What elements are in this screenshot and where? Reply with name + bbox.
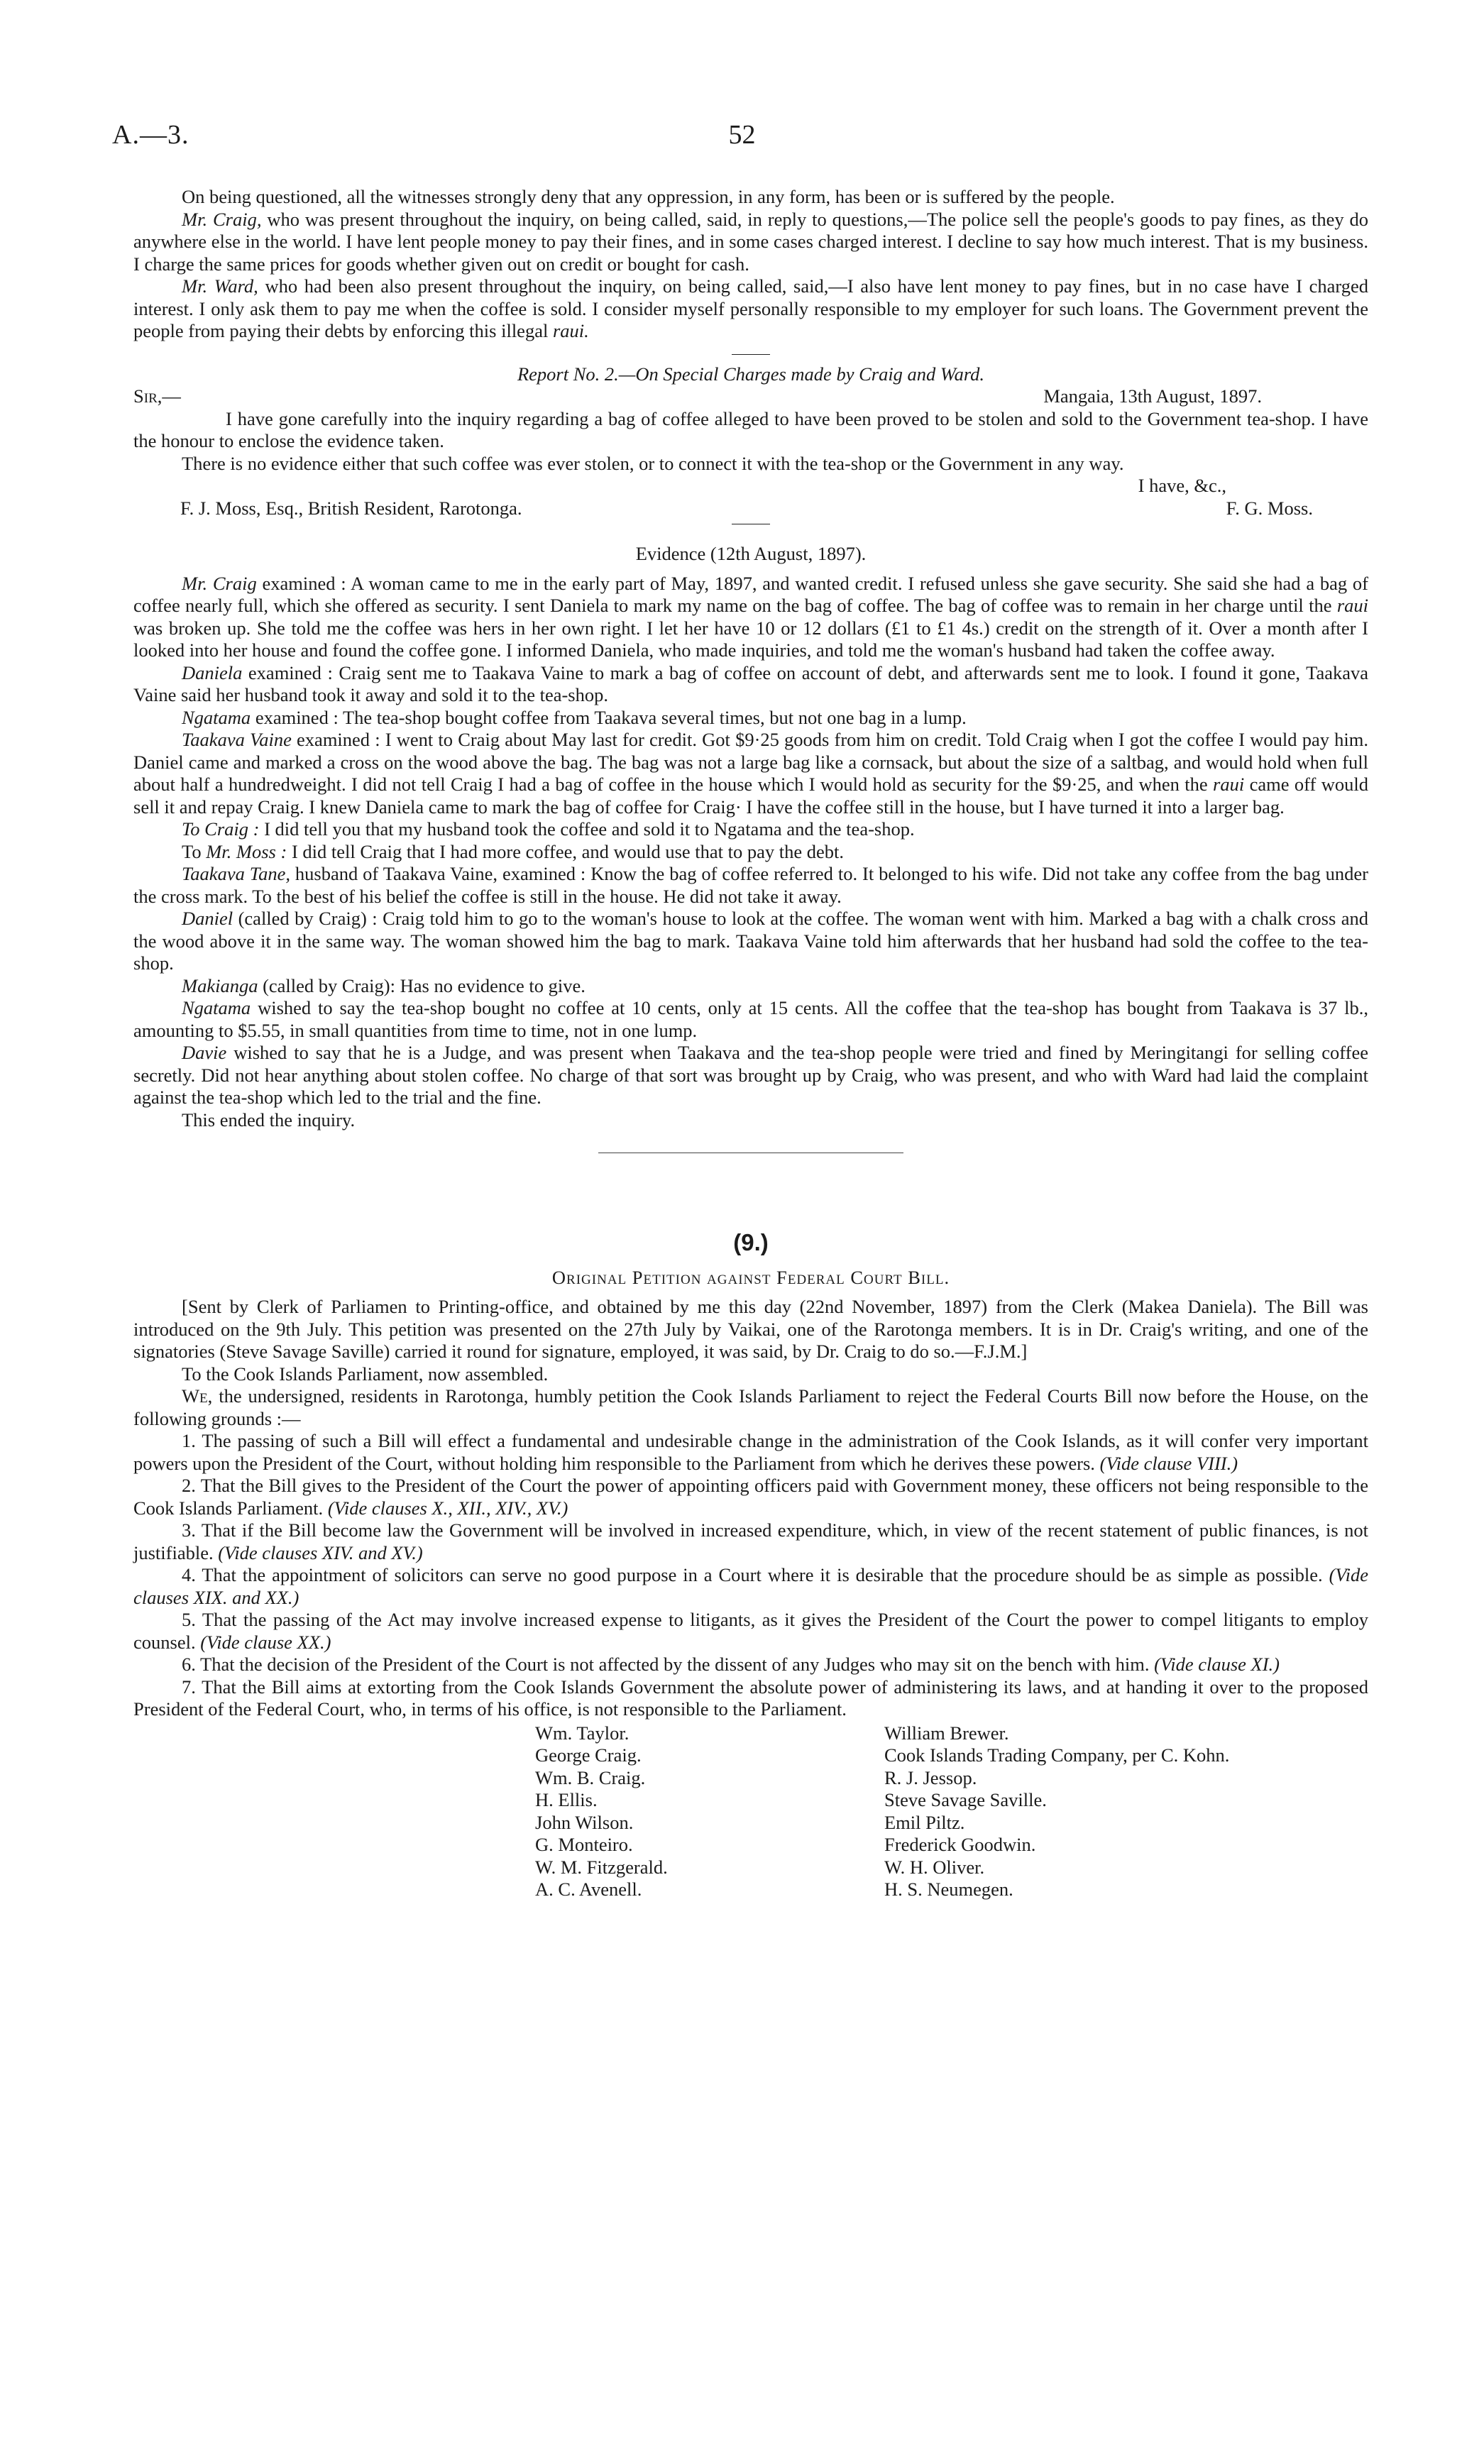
ground-text: 6. That the decision of the President of the Court is not affected by the dissent of any Judges who may sit on the bench with him. (182, 1654, 1155, 1675)
term-raui: raui (1336, 595, 1368, 616)
report-salutation-row (133, 385, 1368, 408)
evidence-daniel (133, 908, 1368, 975)
signatory: Wm. Taylor. (535, 1722, 630, 1744)
petition-ground-6 (133, 1654, 1368, 1676)
report-closing-row (133, 475, 1368, 497)
ground-text: 4. That the appointment of solicitors can serve no good purpose in a Court where it is desirable that the procedure should be as simple as possible. (182, 1564, 1329, 1585)
testimony-text: husband of Taakava Vaine, examined : Know the bag of coffee referred to. It belonged to his wife. Did not take any coffee from the bag under the cross mark. To the best of his belief the coffee is still in the house. He did not take it away. (133, 863, 1368, 907)
intro-paragraph-2 (133, 209, 1368, 276)
signatory: John Wilson. (535, 1811, 634, 1833)
testimony-text: examined : Craig sent me to Taakava Vaine to mark a bag of coffee on account of debt, and afterwards sent me to look. I found it gone, Taakava Vaine said her husband took it away and sold it to the tea-shop. (133, 661, 1368, 705)
ground-reference: (Vide clause XX.) (200, 1631, 331, 1653)
petition-note: [Sent by Clerk of Parliamen to Printing-office, and obtained by me this day (22nd November, 1897) from the Clerk (Makea Daniela). The Bill was introduced on the 9th July. This petition was presented on the 27th July by Vaikai, one of the Rarotonga members. It is in Dr. Craig's writing, and one of the signatories (Steve Savage Saville) carried it round for signature, employed, it was said, by Dr. Craig to do so.—F.J.M.] (133, 1296, 1368, 1362)
report-signature-row (133, 497, 1368, 520)
evidence-ended: This ended the inquiry. (182, 1109, 356, 1131)
testimony-text: examined : The tea-shop bought coffee from Taakava several times, but not one bag in a lump. (251, 706, 967, 728)
testimony-text: I did tell you that my husband took the coffee and sold it to Ngatama and the tea-shop. (259, 818, 915, 840)
ground-text: 3. That if the Bill become law the Government will be involved in increased expenditure, which, in view of the recent statement of public finances, is not justifiable. (133, 1519, 1368, 1563)
paragraph-text: who was present throughout the inquiry, on being called, said, in reply to questions,—The police sell the people's goods to pay fines, as they do anywhere else in the world. I have lent people money to pay their fines, and in some cases charged interest. I decline to say how much interest. That is my business. I charge the same prices for goods whether given out on credit or bought for cash. (133, 208, 1368, 275)
petition-ground-2 (133, 1475, 1368, 1519)
signatory: H. S. Neumegen. (884, 1879, 1013, 1900)
addressee-label: To Craig : (182, 818, 260, 840)
evidence-makianga (133, 975, 1368, 998)
report-closing: I have, &c., (1138, 475, 1226, 496)
petition-we: We, (182, 1385, 213, 1407)
term-raui: raui. (552, 320, 589, 341)
signatory: G. Monteiro. (535, 1834, 633, 1855)
page-number: 52 (728, 120, 756, 150)
testimony-text: came off would sell it and repay Craig. I knew Daniela came to mark the bag of coffee for Craig· I have the coffee still in the house, but I have turned it into a larger bag. (133, 774, 1368, 818)
divider (732, 354, 770, 355)
signatory: Frederick Goodwin. (884, 1834, 1036, 1855)
evidence-ngatama (133, 707, 1368, 730)
ground-reference: (Vide clause VIII.) (1099, 1452, 1238, 1474)
report-addressee: F. J. Moss, Esq., British Resident, Rarotonga. (180, 497, 522, 519)
evidence-davie (133, 1042, 1368, 1109)
witness-name: Taakava Tane, (182, 863, 290, 884)
ground-text: 5. That the passing of the Act may involve increased expense to litigants, as it gives the President of the Court the power to compel litigants to employ counsel. (133, 1609, 1368, 1653)
addressee-label: Mr. Moss : (206, 840, 287, 862)
signatory: W. H. Oliver. (884, 1856, 985, 1878)
signatory: H. Ellis. (535, 1789, 598, 1810)
section-title: Original Petition against Federal Court Bill. (551, 1266, 950, 1288)
section-number: (9.) (733, 1229, 769, 1255)
ground-reference: (Vide clauses XIX. and XX.) (133, 1564, 1368, 1608)
signatory: Emil Piltz. (884, 1811, 965, 1833)
witness-name: Davie (182, 1042, 227, 1063)
speaker-name: Mr. Ward, (182, 275, 258, 297)
evidence-to-moss (133, 841, 1368, 864)
term-raui: raui (1213, 774, 1245, 795)
report-title: Report No. 2.—On Special Charges made by Craig and Ward. (517, 363, 985, 385)
intro-paragraph-1: On being questioned, all the witnesses strongly deny that any oppression, in any form, has been or is suffered by the people. (182, 186, 1115, 207)
document-reference: A.—3. (112, 120, 189, 150)
petition-ground-1 (133, 1430, 1368, 1475)
witness-name: Daniel (182, 908, 233, 929)
testimony-text: wished to say the tea-shop bought no coffee at 10 cents, only at 15 cents. All the coffee that the tea-shop has bought from Taakava is 37 lb., amounting to $5.55, in small quantities from time to time, not in one lump. (133, 997, 1368, 1041)
witness-name: Daniela (182, 661, 243, 683)
intro-paragraph-3 (133, 275, 1368, 343)
report-paragraph-2: There is no evidence either that such coffee was ever stolen, or to connect it with the tea-shop or the Government in any way. (182, 452, 1124, 474)
evidence-craig (133, 573, 1368, 662)
report-paragraph-1: I have gone carefully into the inquiry regarding a bag of coffee alleged to have been proved to be stolen and sold to the Government tea-shop. I have the honour to enclose the evidence taken. (133, 407, 1368, 451)
petition-opening (133, 1385, 1368, 1430)
ground-text: 7. That the Bill aims at extorting from the Cook Islands Government the absolute power of administering its laws, and at handing it over to the proposed President of the Federal Court, who, in terms of his office, is not responsible to the Parliament. (133, 1676, 1368, 1720)
evidence-to-craig (133, 818, 1368, 841)
testimony-text: (called by Craig) : Craig told him to go to the woman's house to look at the coffee. The woman went with him. Marked a bag with a chalk cross and the wood above it in the same way. The woman showed him the bag to mark. Taakava Vaine told him afterwards that her husband had sold the coffee to the tea-shop. (133, 908, 1368, 974)
witness-name: Ngatama (182, 706, 251, 728)
testimony-text: I did tell Craig that I had more coffee, and would use that to pay the debt. (287, 840, 845, 862)
witness-name: Mr. Craig (182, 572, 257, 594)
ground-text: 1. The passing of such a Bill will effect a fundamental and undesirable change in the administration of the Cook Islands, as it will confer very important powers upon the President of the Court, without holding him responsible to the Parliament from which he derives these powers. (133, 1430, 1368, 1474)
petition-ground-5 (133, 1609, 1368, 1654)
petition-ground-7 (133, 1676, 1368, 1721)
witness-name: Taakava Vaine (182, 729, 292, 750)
petition-ground-3 (133, 1519, 1368, 1564)
signatory: A. C. Avenell. (535, 1879, 642, 1900)
signatory: R. J. Jessop. (884, 1766, 977, 1788)
signatories-right-column (884, 1722, 1229, 1901)
testimony-text: wished to say that he is a Judge, and was present when Taakava and the tea-shop people were tried and fined by Meringitangi for selling coffee secretly. Did not hear anything about stolen coffee. No charge of that sort was brought up by Craig, who was present, and who with Ward had laid the complaint against the tea-shop which led to the trial and the fine. (133, 1042, 1368, 1108)
ground-reference: (Vide clauses XIV. and XV.) (218, 1541, 423, 1563)
report-place-date: Mangaia, 13th August, 1897. (1043, 385, 1262, 407)
signatories-left-column (535, 1722, 884, 1901)
signatory: William Brewer. (884, 1722, 1009, 1744)
signatory: Cook Islands Trading Company, per C. Kohn. (884, 1744, 1230, 1766)
signatory: Wm. B. Craig. (535, 1766, 646, 1788)
testimony-text: was broken up. She told me the coffee was hers in her own right. I let her have 10 or 12 dollars (£1 to £1 4s.) credit on the strength of it. Over a month after I looked into her house and found the coffee gone. I informed Daniela, who made inquiries, and told me the woman's husband had taken the coffee away. (133, 617, 1368, 661)
petition-ground-4 (133, 1564, 1368, 1609)
petition-address: To the Cook Islands Parliament, now assembled. (182, 1363, 549, 1385)
ground-reference: (Vide clauses X., XII., XIV., XV.) (327, 1497, 568, 1519)
witness-name: Ngatama (182, 997, 251, 1018)
signatory: Steve Savage Saville. (884, 1789, 1047, 1810)
testimony-text: examined : A woman came to me in the early part of May, 1897, and wanted credit. I refused unless she gave security. She said she had a bag of coffee nearly full, which she offered as security. I sent Daniela to mark my name on the bag of coffee. The bag of coffee was to remain in her charge until the (133, 572, 1368, 616)
report-signature: F. G. Moss. (1226, 497, 1313, 519)
testimony-text: examined : I went to Craig about May last for credit. Got $9·25 goods from him on credit. Told Craig when I got the coffee I would pay him. Daniel came and marked a cross on the wood above the bag. The bag was not a large bag like a cornsack, but about the size of a saltbag, and would hold when full about half a hundredweight. I did not tell Craig I had a bag of coffee in the house which I would hold as security for the $9·25, and when the (133, 729, 1368, 795)
page-body (133, 186, 1368, 1901)
speaker-name: Mr. Craig, (182, 208, 262, 230)
evidence-daniela (133, 662, 1368, 707)
signatories (535, 1722, 1368, 1901)
evidence-ngatama-2 (133, 997, 1368, 1042)
paragraph-text: who had been also present throughout the inquiry, on being called, said,—I also have lent money to pay fines, but in no case have I charged interest. I only ask them to pay me when the coffee is sold. I consider myself personally responsible to my employer for such loans. The Government prevent the people from paying their debts by enforcing this illegal (133, 275, 1368, 341)
evidence-title: Evidence (12th August, 1897). (635, 543, 867, 564)
evidence-taakava-tane (133, 863, 1368, 908)
signatory: George Craig. (535, 1744, 642, 1766)
addressee-prefix: To (182, 840, 207, 862)
witness-name: Makianga (182, 974, 258, 996)
report-salutation: Sir,— (133, 385, 181, 407)
ground-text: 2. That the Bill gives to the President of the Court the power of appointing officers paid with Government money, these officers not being responsible to the Cook Islands Parliament. (133, 1475, 1368, 1519)
ground-reference: (Vide clause XI.) (1154, 1654, 1280, 1675)
testimony-text: (called by Craig): Has no evidence to give. (258, 974, 586, 996)
signatory: W. M. Fitzgerald. (535, 1856, 668, 1878)
evidence-taakava-vaine (133, 729, 1368, 818)
petition-opening-text: the undersigned, residents in Rarotonga, humbly petition the Cook Islands Parliament to reject the Federal Courts Bill now before the House, on the following grounds :— (133, 1385, 1368, 1429)
